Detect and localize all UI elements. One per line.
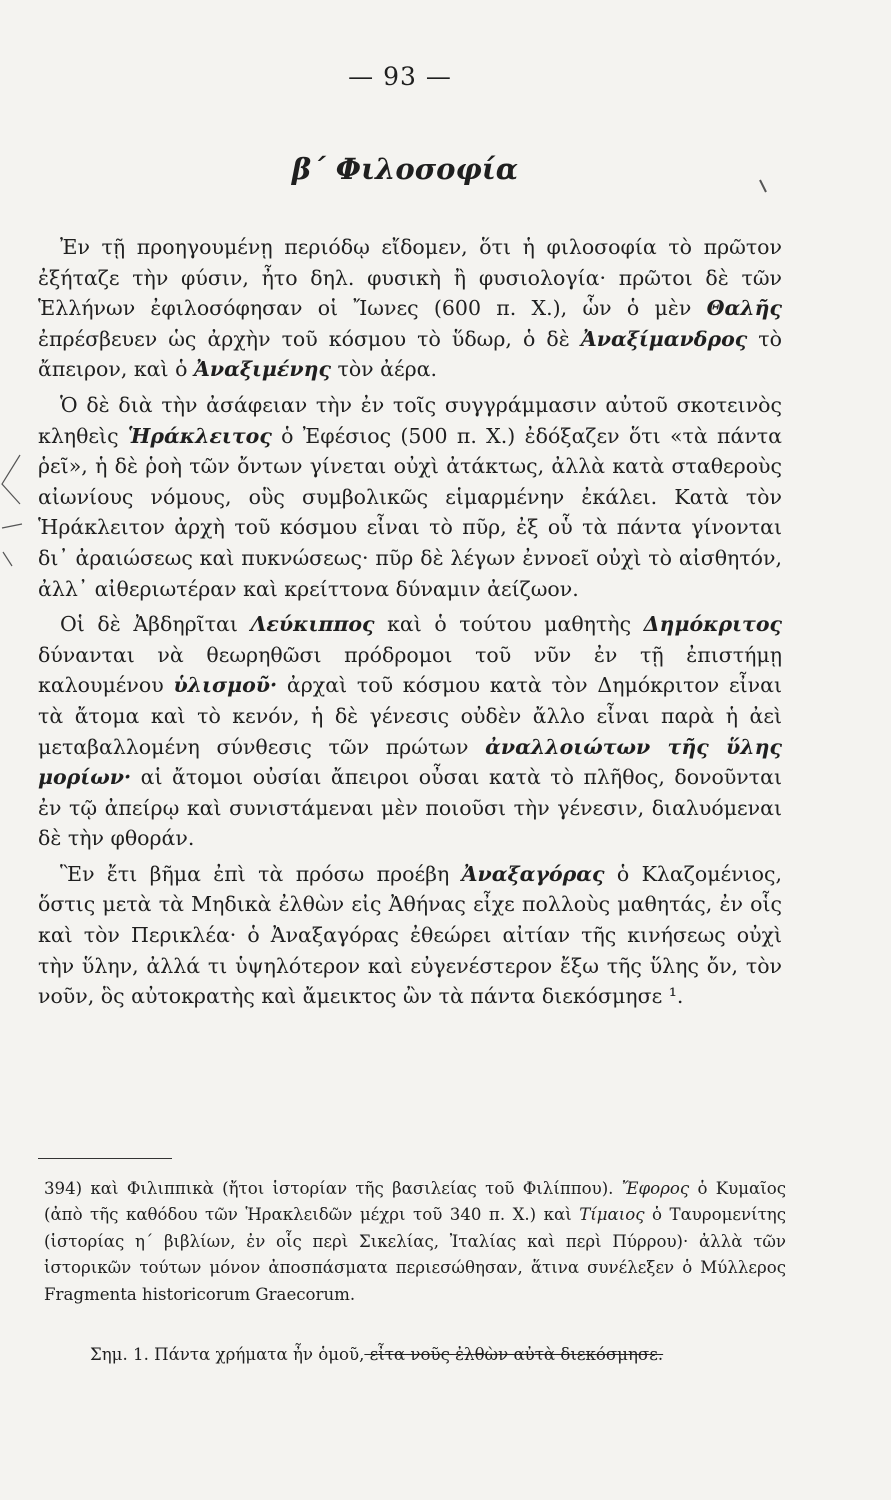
text-run: τὸ ἄπειρον, καὶ ὁ — [38, 326, 782, 382]
text-run: δύνανται νὰ θεωρηθῶσι πρόδρομοι τοῦ νῦν ἐν τῇ ἐπιστήμῃ καλουμένου — [38, 642, 782, 698]
emphasized-term: Ἀναξιμένης — [193, 357, 331, 382]
text-run: αἱ ἄτομοι οὐσίαι ἄπειροι οὖσαι κατὰ τὸ πλῆθος, δονοῦνται ἐν τῷ ἀπείρῳ καὶ συνιστάμεναι μὲν ποιοῦσι τὴν γένεσιν, διαλυόμεναι δὲ τὴν φθοράν. — [38, 765, 782, 851]
text-run: Ὁ δὲ διὰ τὴν ἀσάφειαν τὴν ἐν τοῖς συγγράμμασιν αὐτοῦ σκοτεινὸς κληθεὶς — [38, 392, 782, 448]
emphasized-term: ὑλισμοῦ· — [173, 673, 278, 698]
margin-slash-mark — [3, 552, 12, 566]
text-run: Οἱ δὲ Ἀβδηρῖται — [60, 612, 251, 637]
emphasized-term: Δημόκριτος — [643, 612, 782, 637]
text-run: ἀρχαὶ τοῦ κόσμου κατὰ τὸν Δημόκριτον εἶναι τὰ ἄτομα καὶ τὸ κενόν, ἡ δὲ γένεσις οὐδὲν ἄλλο εἶναι παρὰ ἡ ἀεὶ μεταβαλλομένη σύνθεσις τῶν πρώτων — [38, 673, 782, 759]
emphasized-term: Ἡράκλειτος — [127, 423, 272, 448]
text-run: 394) καὶ Φιλιππικὰ (ἤτοι ἱστορίαν τῆς βασιλείας τοῦ Φιλίππου). — [44, 1179, 622, 1198]
text-run: ἐπρέσβευεν ὡς ἀρχὴν τοῦ κόσμου τὸ ὕδωρ, ὁ δὲ — [38, 326, 581, 351]
text-run: ὁ Ταυρομενίτης (ἱστορίας η΄ βιβλίων, ἐν οἷς περὶ Σικελίας, Ἰταλίας καὶ περὶ Πύρρου)· ἀλλὰ τῶν ἱστορικῶν τούτων μόνον ἀποσπάσματα περιεσώθησαν, ἅτινα συνέλεξεν ὁ Μύλλερος Fragmenta historicorum Graecorum. — [44, 1205, 786, 1304]
emphasized-term: ἀναλλοιώτων τῆς ὕλης μορίων· — [38, 734, 782, 790]
emphasized-term: Τίμαιος — [579, 1205, 645, 1225]
text-run: τὸν ἀέρα. — [330, 357, 438, 382]
emphasized-term: Ἀναξαγόρας — [461, 861, 605, 886]
text-run: ὁ Ἐφέσιος (500 π. Χ.) ἐδόξαζεν ὅτι «τὰ πάντα ῥεῖ», ἡ δὲ ῥοὴ τῶν ὄντων γίνεται οὐχὶ ἀτάκτως, ἀλλὰ κατὰ σταθεροὺς αἰωνίους νόμους, οὓς συμβολικῶς εἱμαρμένην ἐκάλει. Κατὰ τὸν Ἡράκλειτον ἀρχὴ τοῦ κόσμου εἶναι τὸ πῦρ, ἐξ οὗ τὰ πάντα γίνονται δι᾽ ἀραιώσεως καὶ πυκνώσεως· πῦρ δὲ λέγων ἐννοεῖ οὐχὶ τὸ αἰσθητόν, ἀλλ᾽ αἰθεριωτέραν καὶ κρείττονα δύναμιν ἀείζωον. — [38, 423, 782, 601]
text-run: ὁ Κλαζομένιος, ὅστις μετὰ τὰ Μηδικὰ ἐλθὼν εἰς Ἀθήνας εἶχε πολλοὺς μαθητάς, ἐν οἷς καὶ τὸν Περικλέα· ὁ Ἀναξαγόρας ἐθεώρει αἰτίαν τῆς κινήσεως οὐχὶ τὴν ὕλην, ἀλλά τι ὑψηλότερον καὶ εὐγενέστερον ἔξω τῆς ὕλης ὄν, τὸν νοῦν, ὃς αὐτοκρατὴς καὶ ἄμεικτος ὢν τὰ πάντα διεκόσμησε ¹. — [38, 861, 782, 1009]
section-title: β΄ Φιλοσοφία — [291, 152, 519, 186]
margin-tick-mark — [2, 524, 22, 528]
text-run: ὁ Κυμαῖος (ἀπὸ τῆς καθόδου τῶν Ἡρακλειδῶν μέχρι τοῦ 340 π. Χ.) καὶ — [44, 1179, 786, 1225]
emphasized-term: Ἔφορος — [621, 1179, 690, 1198]
note-text: Σημ. 1. Πάντα χρήματα ἦν ὁμοῦ, — [90, 1345, 365, 1364]
emphasized-term: Θαλῆς — [706, 296, 782, 321]
note-struck-text: εἶτα νοῦς ἐλθὼν αὐτὰ διεκόσμησε. — [364, 1345, 664, 1364]
emphasized-term: Ἀναξίμανδρος — [580, 326, 748, 351]
margin-bracket-mark — [2, 455, 20, 504]
text-run: Ἐν τῇ προηγουμένῃ περιόδῳ εἴδομεν, ὅτι ἡ φιλοσοφία τὸ πρῶτον ἐξήταζε τὴν φύσιν, ἦτο δηλ. φυσικὴ ἢ φυσιολογία· πρῶτοι δὲ τῶν Ἑλλήνων ἐφιλοσόφησαν οἱ Ἴωνες (600 π. Χ.), ὧν ὁ μὲν — [38, 235, 782, 321]
margin-dot-mark — [760, 180, 766, 192]
page-number: — 93 — — [348, 62, 452, 91]
text-run: καὶ ὁ τούτου μαθητὴς — [374, 612, 644, 637]
text-run: Ἓν ἔτι βῆμα ἐπὶ τὰ πρόσω προέβη — [60, 861, 462, 886]
emphasized-term: Λεύκιππος — [250, 612, 375, 637]
